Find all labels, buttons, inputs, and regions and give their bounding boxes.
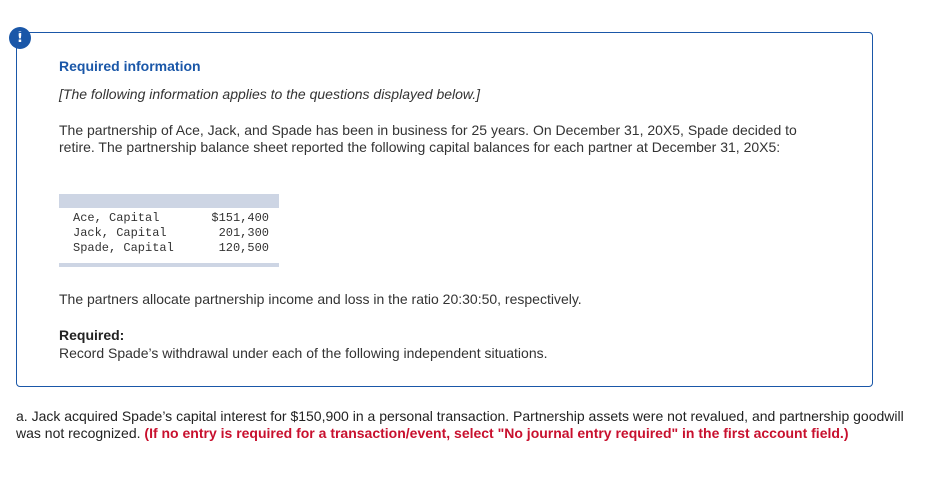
table-row bbox=[59, 241, 279, 256]
applies-note: [The following information applies to the questions displayed below.] bbox=[59, 86, 481, 102]
intro-paragraph: The partnership of Ace, Jack, and Spade has been in business for 25 years. On December 31, 20X5, Spade decided to retire. The partnership balance sheet reported the following capital balances for each partner at December 31, 20X5: bbox=[59, 122, 797, 155]
account-name: Ace, Capital bbox=[73, 211, 160, 225]
account-amount: 120,500 bbox=[218, 241, 269, 255]
required-text: Record Spade’s withdrawal under each of the following independent situations. bbox=[59, 345, 548, 361]
account-name: Spade, Capital bbox=[73, 241, 174, 255]
question-text: a. Jack acquired Spade’s capital interest for $150,900 in a personal transaction. Partnership assets were not revalued, and partnership goodwill was not recognized. bbox=[16, 408, 904, 441]
account-amount: 201,300 bbox=[218, 226, 269, 240]
account-name: Jack, Capital bbox=[73, 226, 167, 240]
required-information-title: Required information bbox=[59, 58, 201, 74]
capital-balances-table bbox=[59, 194, 279, 267]
required-label: Required: bbox=[59, 327, 125, 343]
alert-icon: ! bbox=[9, 27, 31, 49]
question-a bbox=[16, 408, 916, 442]
question-instruction: (If no entry is required for a transaction/event, select "No journal entry required" in the first account field.) bbox=[144, 425, 849, 441]
ratio-paragraph: The partners allocate partnership income and loss in the ratio 20:30:50, respectively. bbox=[59, 291, 582, 307]
required-information-panel bbox=[16, 32, 873, 387]
table-row bbox=[59, 211, 279, 226]
table-row bbox=[59, 226, 279, 241]
account-amount: $151,400 bbox=[211, 211, 269, 225]
